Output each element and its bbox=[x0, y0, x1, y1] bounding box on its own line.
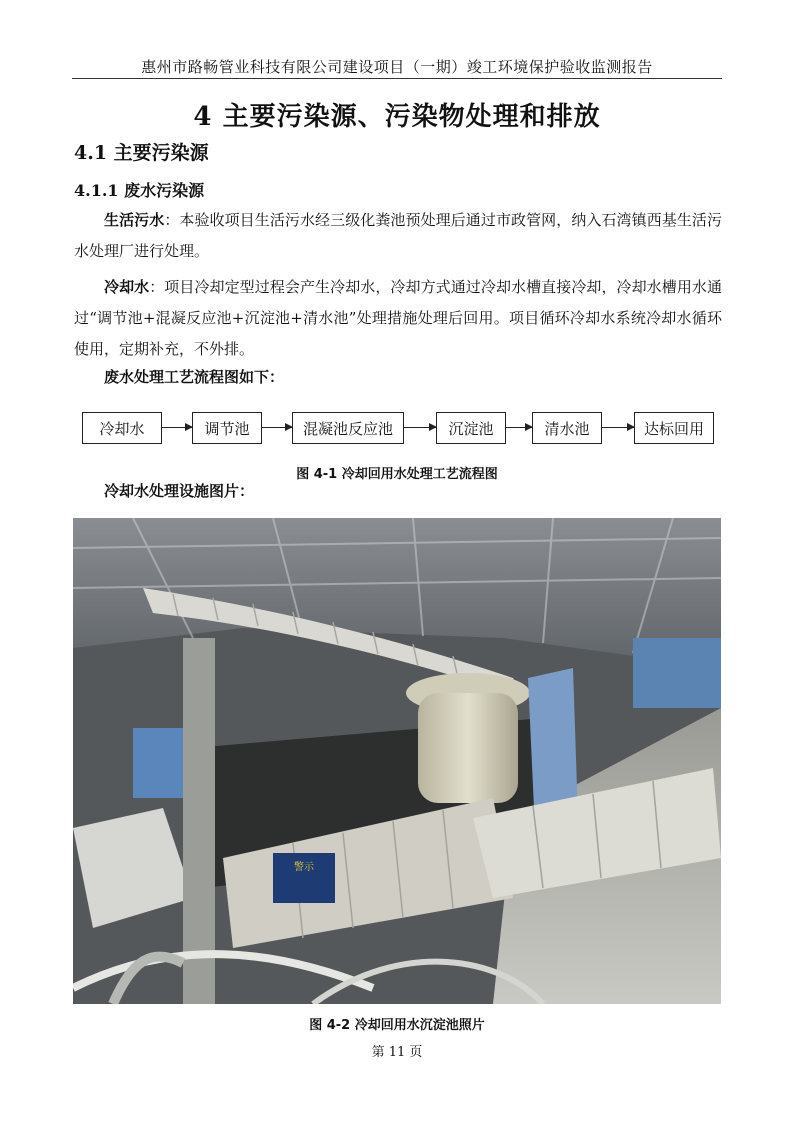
flow-step-cooling-water: 冷却水 bbox=[82, 412, 162, 444]
section-heading: 4.1 主要污染源 bbox=[74, 142, 209, 164]
flow-arrow bbox=[506, 427, 532, 428]
sedimentation-tank-photo bbox=[73, 518, 721, 1004]
flow-step-clear-water-tank: 清水池 bbox=[532, 412, 602, 444]
flow-step-coagulation-tank: 混凝池反应池 bbox=[292, 412, 404, 444]
flow-step-regulating-tank: 调节池 bbox=[192, 412, 262, 444]
page-header: 惠州市路畅管业科技有限公司建设项目（一期）竣工环境保护验收监测报告 bbox=[141, 58, 653, 76]
flow-arrow bbox=[262, 427, 292, 428]
figure-caption: 图 4-2 冷却回用水沉淀池照片 bbox=[309, 1018, 485, 1033]
flow-step-reuse: 达标回用 bbox=[634, 412, 714, 444]
paragraph-cooling-water bbox=[74, 272, 722, 365]
figure-caption: 图 4-1 冷却回用水处理工艺流程图 bbox=[296, 467, 498, 482]
paragraph-text: ：项目冷却定型过程会产生冷却水，冷却方式通过冷却水槽直接冷却，冷却水槽用水通过“调节池+混凝反应池+沉淀池+清水池”处理措施处理后回用。项目循环冷却水系统冷却水循环使用，定期补充，不外排。 bbox=[74, 278, 722, 358]
flow-intro: 废水处理工艺流程图如下： bbox=[104, 368, 285, 386]
flow-arrow bbox=[602, 427, 634, 428]
paragraph-text: ：本验收项目生活污水经三级化粪池预处理后通过市政管网，纳入石湾镇西基生活污水处理厂进行处理。 bbox=[74, 211, 722, 260]
paragraph-label: 生活污水 bbox=[104, 211, 165, 229]
paragraph-label: 冷却水 bbox=[104, 278, 150, 296]
process-flow-diagram bbox=[82, 409, 714, 449]
chapter-title: 4 主要污染源、污染物处理和排放 bbox=[193, 102, 601, 132]
paragraph-domestic-sewage bbox=[74, 205, 722, 267]
photo-intro: 冷却水处理设施图片： bbox=[104, 482, 255, 500]
flow-step-sedimentation-tank: 沉淀池 bbox=[436, 412, 506, 444]
header-divider bbox=[72, 78, 722, 79]
flow-arrow bbox=[404, 427, 436, 428]
subsection-heading: 4.1.1 废水污染源 bbox=[74, 181, 205, 200]
page-number: 第 11 页 bbox=[371, 1045, 423, 1060]
sign-text: 警示 bbox=[294, 862, 314, 873]
flow-arrow bbox=[162, 427, 192, 428]
